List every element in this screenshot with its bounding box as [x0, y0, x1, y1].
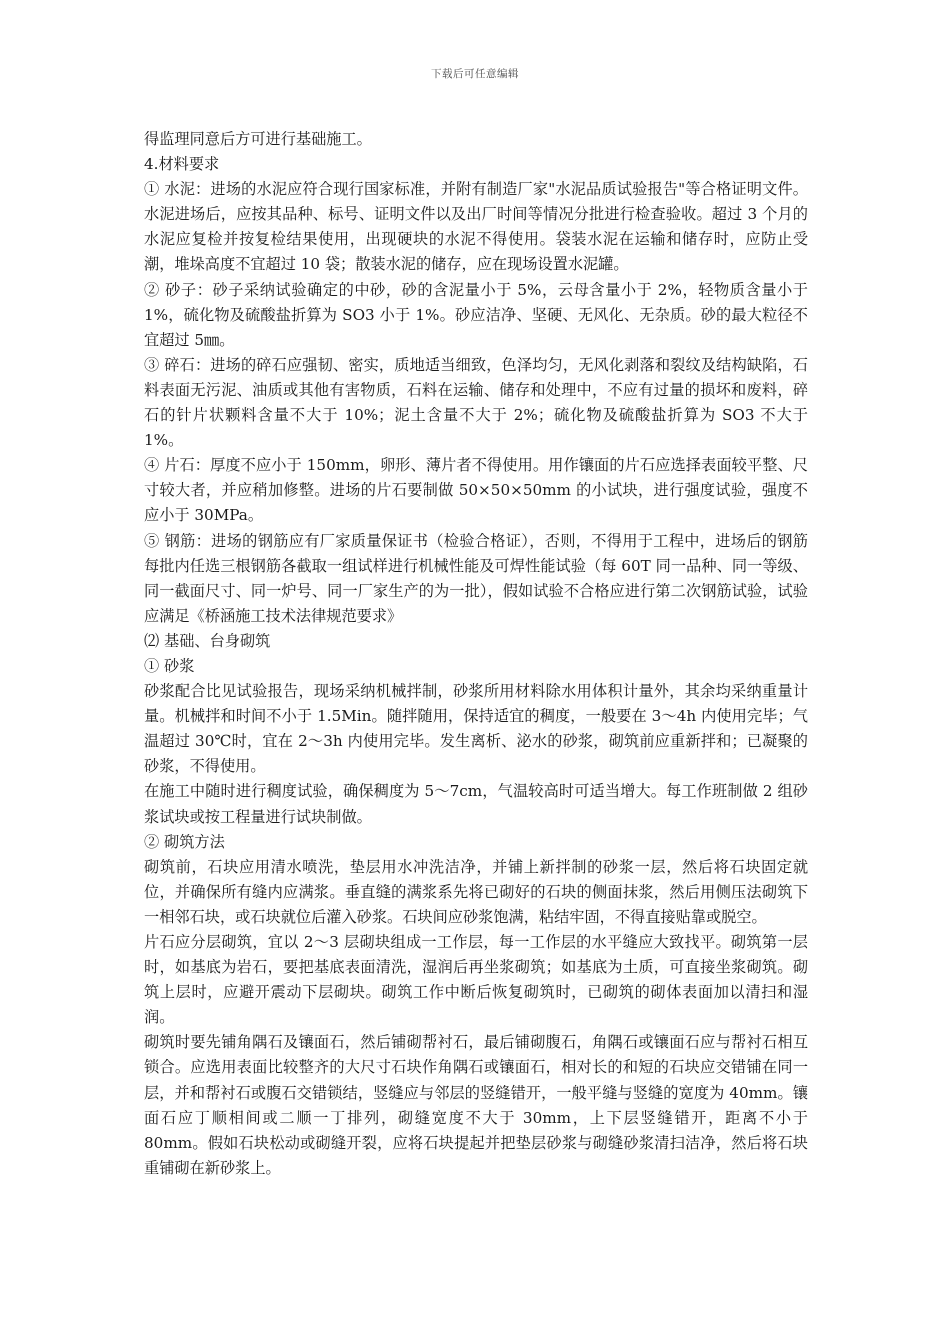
paragraph: ② 砂子：砂子采纳试验确定的中砂，砂的含泥量小于 5%，云母含量小于 2%，轻物质含量小于 1%，硫化物及硫酸盐折算为 SO3 小于 1%。砂应洁净、坚硬、无风化、无杂质。砂的最大粒径不宜超过 5㎜。	[144, 280, 808, 349]
paragraph: 砌筑前，石块应用清水喷洗，垫层用水冲洗洁净，并铺上新拌制的砂浆一层，然后将石块固定就位，并确保所有缝内应满浆。垂直缝的满浆系先将已砌好的石块的侧面抹浆，然后用侧压法砌筑下一相邻石块，或石块就位后灌入砂浆。石块间应砂浆饱满，粘结牢固，不得直接贴靠或脱空。	[144, 857, 808, 926]
paragraph: 得监理同意后方可进行基础施工。	[144, 130, 372, 148]
section-heading: 4.材料要求	[144, 155, 220, 174]
paragraph: ③ 碎石：进场的碎石应强韧、密实，质地适当细致，色泽均匀，无风化剥落和裂纹及结构缺陷，石料表面无污泥、油质或其他有害物质，石料在运输、储存和处理中，不应有过量的损坏和废料，碎石的针片状颗料含量不大于 10%；泥土含量不大于 2%；硫化物及硫酸盐折算为 SO3 不大于 1%。	[144, 355, 808, 450]
document-body	[144, 127, 808, 1181]
paragraph: ⑤ 钢筋：进场的钢筋应有厂家质量保证书（检验合格证），否则，不得用于工程中，进场后的钢筋每批内任选三根钢筋各截取一组试样进行机械性能及可焊性能试验（每 60T 同一品种、同一等级、同一截面尺寸、同一炉号、同一厂家生产的为一批），假如试验不合格应进行第二次钢筋试验，试验应满足《桥涵施工技术法律规范要求》	[144, 531, 808, 625]
paragraph: 砂浆配合比见试验报告，现场采纳机械拌制，砂浆所用材料除水用体积计量外，其余均采纳重量计量。机械拌和时间不小于 1.5Min。随拌随用，保持适宜的稠度，一般要在 3～4h 内使用完毕；气温超过 30℃时，宜在 2～3h 内使用完毕。发生离析、泌水的砂浆，砌筑前应重新拌和；已凝聚的砂浆，不得使用。	[144, 682, 808, 776]
subsection-heading: ① 砂浆	[144, 656, 195, 675]
paragraph: 砌筑时要先铺角隅石及镶面石，然后铺砌帮衬石，最后铺砌腹石，角隅石或镶面石应与帮衬石相互锁合。应选用表面比较整齐的大尺寸石块作角隅石或镶面石，相对长的和短的石块应交错铺在同一层，并和帮衬石或腹石交错锁结，竖缝应与邻层的竖缝错开，一般平缝与竖缝的宽度为 40mm。镶面石应丁顺相间或二顺一丁排列，砌缝宽度不大于 30mm，上下层竖缝错开，距离不小于 80mm。假如石块松动或砌缝开裂，应将石块提起并把垫层砂浆与砌缝砂浆清扫洁净，然后将石块重铺砌在新砂浆上。	[144, 1033, 808, 1177]
paragraph: 在施工中随时进行稠度试验，确保稠度为 5～7cm，气温较高时可适当增大。每工作班制做 2 组砂浆试块或按工程量进行试块制做。	[144, 782, 808, 826]
paragraph: ④ 片石：厚度不应小于 150mm，卵形、薄片者不得使用。用作镶面的片石应选择表面较平整、尺寸较大者，并应稍加修整。进场的片石要制做 50×50×50mm 的小试块，进行强度试验，强度不应小于 30MPa。	[144, 456, 808, 525]
paragraph: ① 水泥：进场的水泥应符合现行国家标准，并附有制造厂家"水泥品质试验报告"等合格证明文件。水泥进场后，应按其品种、标号、证明文件以及出厂时间等情况分批进行检查验收。超过 3 个月的水泥应复检并按复检结果使用，出现硬块的水泥不得使用。袋装水泥在运输和储存时，应防止受潮，堆垛高度不宜超过 10 袋；散装水泥的储存，应在现场设置水泥罐。	[144, 180, 808, 274]
section-heading: ⑵ 基础、台身砌筑	[144, 631, 271, 650]
page-header: 下载后可任意编辑	[431, 68, 519, 80]
subsection-heading: ② 砌筑方法	[144, 832, 225, 851]
paragraph: 片石应分层砌筑，宜以 2～3 层砌块组成一工作层，每一工作层的水平缝应大致找平。砌筑第一层时，如基底为岩石，要把基底表面清洗，湿润后再坐浆砌筑；如基底为土质，可直接坐浆砌筑。砌筑上层时，应避开震动下层砌块。砌筑工作中断后恢复砌筑时，已砌筑的砌体表面加以清扫和湿润。	[144, 933, 808, 1027]
